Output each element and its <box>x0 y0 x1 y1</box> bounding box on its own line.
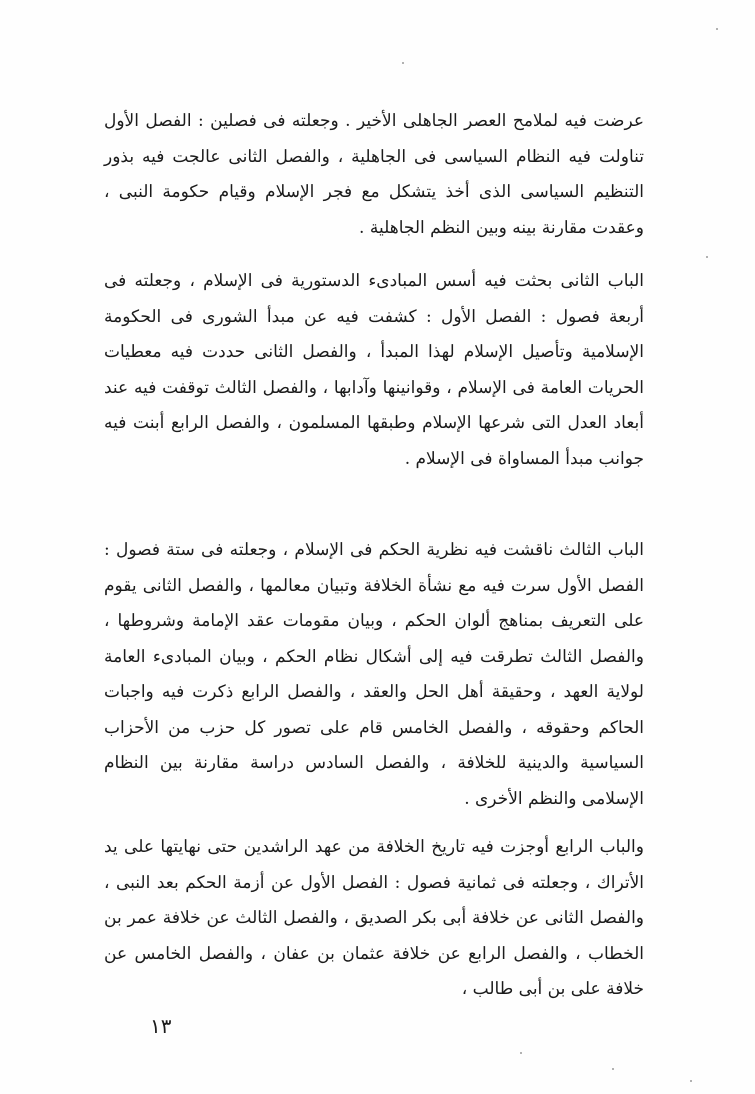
scan-speck <box>612 1068 614 1070</box>
scan-speck <box>520 1052 522 1054</box>
scan-speck <box>690 1080 692 1082</box>
paragraph-part-three: الباب الثالث ناقشت فيه نظرية الحكم فى الإسلام ، وجعلته فى ستة فصول : الفصل الأول سرت فيه مع نشأة الخلافة وتبيان معالمها ، والفصل الثانى يقوم على التعريف بمناهج ألوان الحكم ، وبيان مقومات عقد الإمامة وشروطها ، والفصل الثالث تطرقت فيه إلى أشكال نظام الحكم ، وبيان المبادىء العامة لولاية العهد ، وحقيقة أهل الحل والعقد ، والفصل الرابع ذكرت فيه واجبات الحاكم وحقوقه ، والفصل الخامس قام على تصور كل حزب من الأحزاب السياسية والدينية للخلافة ، والفصل السادس دراسة مقارنة بين النظام الإسلامى والنظم الأخرى . <box>104 540 644 809</box>
paragraph-chapter-one-summary: عرضت فيه لملامح العصر الجاهلى الأخير . وجعلته فى فصلين : الفصل الأول تناولت فيه النظام السياسى فى الجاهلية ، والفصل الثانى عالجت فيه بذور التنظيم السياسى الذى أخذ يتشكل مع فجر الإسلام وقيام حكومة النبى ، وعقدت مقارنة بينه وبين النظم الجاهلية . <box>104 111 644 238</box>
paragraph-part-two: الباب الثانى بحثت فيه أسس المبادىء الدستورية فى الإسلام ، وجعلته فى أربعة فصول : الفصل الأول : كشفت فيه عن مبدأ الشورى فى الحكومة الإسلامية وتأصيل الإسلام لهذا المبدأ ، والفصل الثانى حددت فيه معطيات الحريات العامة فى الإسلام ، وقوانينها وآدابها ، والفصل الثالث توقفت فيه عند أبعاد العدل التى شرعها الإسلام وطبقها المسلمون ، والفصل الرابع أبنت فيه جوانب مبدأ المساواة فى الإسلام . <box>104 271 644 469</box>
scan-speck <box>706 256 708 258</box>
scan-speck <box>716 28 718 30</box>
paragraph-part-four: والباب الرابع أوجزت فيه تاريخ الخلافة من عهد الراشدين حتى نهايتها على يد الأتراك ، وجعلته فى ثمانية فصول : الفصل الأول عن أزمة الحكم بعد النبى ، والفصل الثانى عن خلافة أبى بكر الصديق ، والفصل الثالث عن خلافة عمر بن الخطاب ، والفصل الرابع عن خلافة عثمان بن عفان ، والفصل الخامس عن خلافة على بن أبى طالب ، <box>104 837 644 999</box>
page-number: ١٣ <box>150 1014 172 1038</box>
scan-speck <box>402 62 404 64</box>
